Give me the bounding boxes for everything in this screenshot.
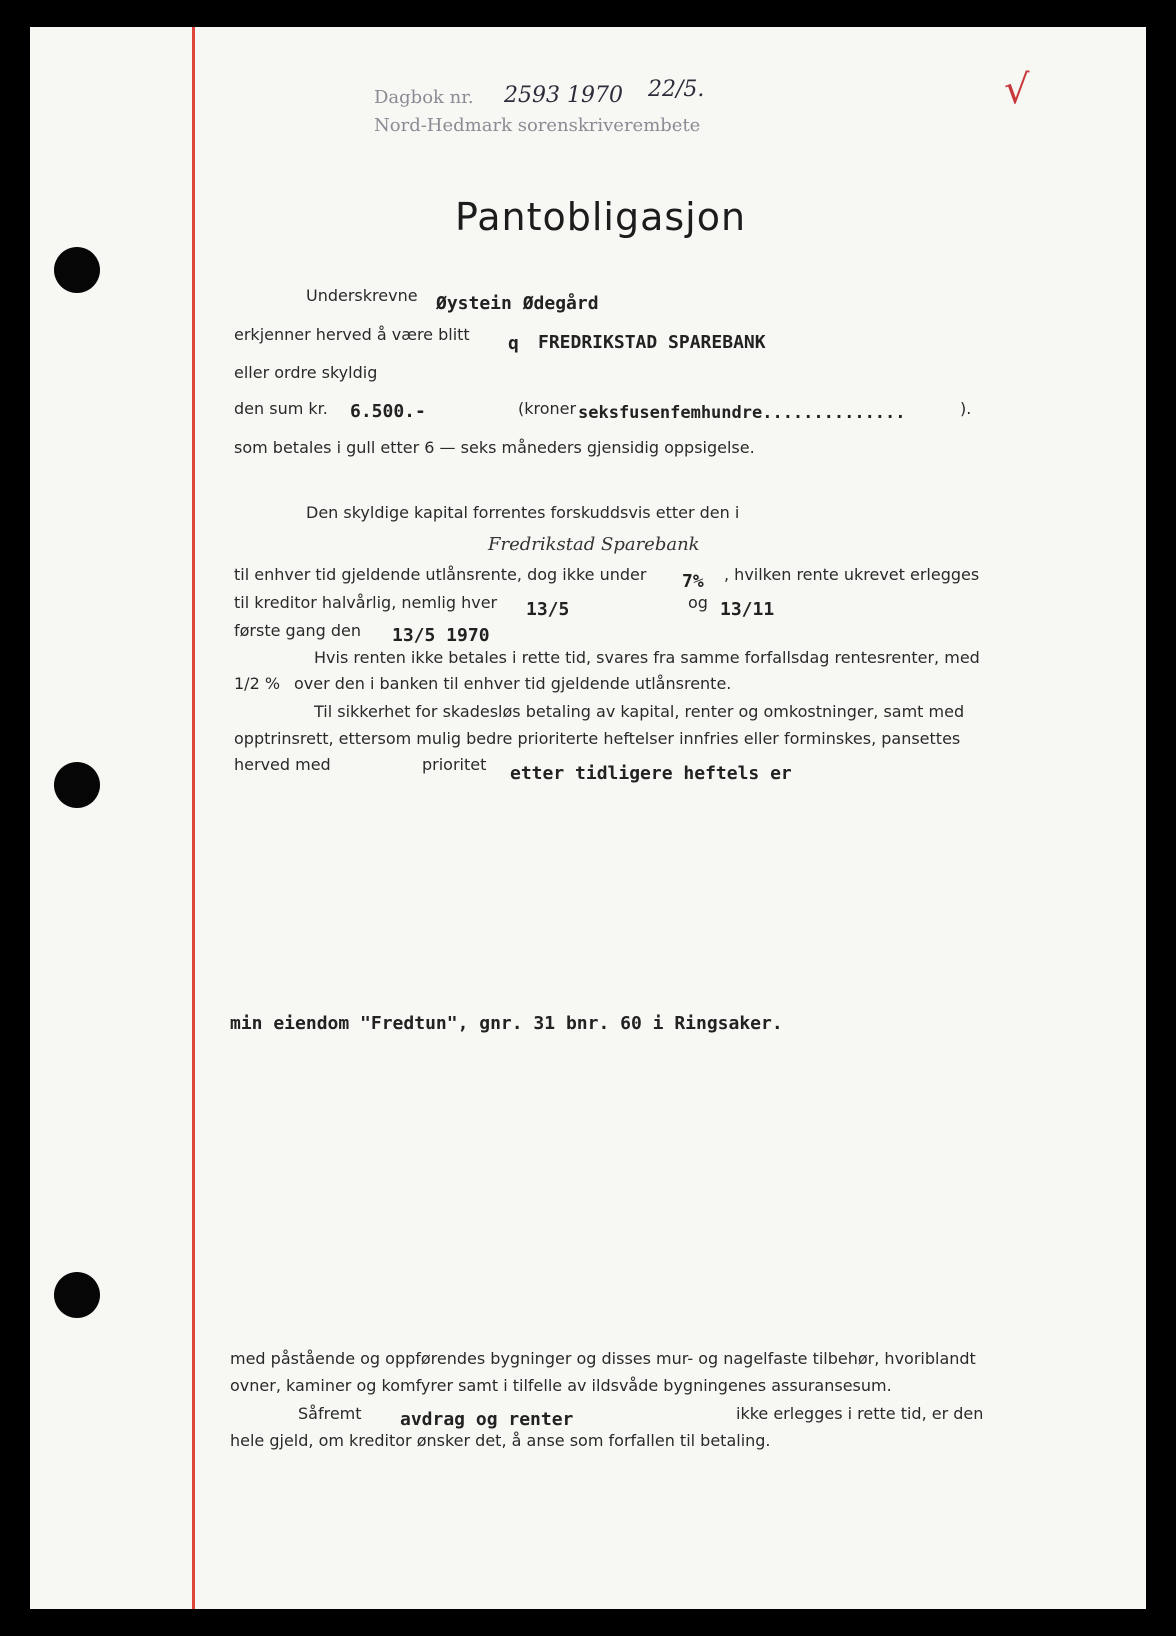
office-name: Nord-Hedmark sorenskriverembete — [374, 115, 701, 136]
sum-amount: 6.500.- — [350, 401, 426, 422]
min-rate: 7% — [682, 571, 704, 592]
kroner-close: ). — [960, 399, 972, 418]
red-margin-line — [192, 27, 195, 1609]
ikke-line: ikke erlegges i rette tid, er den — [736, 1404, 984, 1423]
bank-script: Fredrikstad Sparebank — [488, 534, 700, 555]
document-page — [30, 27, 1146, 1609]
hvis-line: Hvis renten ikke betales i rette tid, svares fra samme forfallsdag rentesrenter, med — [314, 648, 980, 667]
forste-label: første gang den — [234, 621, 362, 640]
over-line: over den i banken til enhver tid gjeldende utlånsrente. — [294, 674, 732, 693]
document-title: Pantobligasjon — [455, 195, 747, 239]
ordre-label: eller ordre skyldig — [234, 363, 378, 382]
saafremt-value: avdrag og renter — [400, 1409, 574, 1430]
prioritet-value: etter tidligere heftels er — [510, 763, 792, 784]
enhver-line: til enhver tid gjeldende utlånsrente, dog ikke under — [234, 565, 647, 584]
kroner-words: seksfusenfemhundre.............. — [578, 403, 906, 423]
sikkerhet-line: Til sikkerhet for skadesløs betaling av kapital, renter og omkostninger, samt med — [314, 702, 965, 721]
check-mark: √ — [1004, 67, 1030, 113]
prioritet-label: prioritet — [422, 755, 487, 774]
ovner-line: ovner, kaminer og komfyrer samt i tilfelle av ildsvåde bygningenes assuransesum. — [230, 1376, 892, 1395]
opptrinsrett-line: opptrinsrett, ettersom mulig bedre prioriterte heftelser innfries eller forminskes, pansettes — [234, 729, 961, 748]
gjeld-line: hele gjeld, om kreditor ønsker det, å anse som forfallen til betaling. — [230, 1431, 771, 1450]
kreditor-line: til kreditor halvårlig, nemlig hver — [234, 593, 498, 612]
interest-date-b: 13/11 — [720, 599, 775, 620]
og-label: og — [688, 593, 708, 612]
herved-label: herved med — [234, 755, 331, 774]
half-percent: 1/2 % — [234, 674, 281, 693]
underskrevne-label: Underskrevne — [306, 286, 418, 305]
interest-date-a: 13/5 — [526, 599, 570, 620]
dagbok-number: 2593 1970 — [504, 83, 623, 108]
hvilken-line: , hvilken rente ukrevet erlegges — [724, 565, 980, 584]
punch-hole-bottom — [54, 1272, 100, 1318]
dagbok-label: Dagbok nr. — [374, 87, 474, 108]
property-line: min eiendom "Fredtun", gnr. 31 bnr. 60 i Ringsaker. — [230, 1013, 783, 1034]
forste-date: 13/5 1970 — [392, 625, 490, 646]
debtor-name: Øystein Ødegård — [436, 293, 599, 314]
kapital-line: Den skyldige kapital forrentes forskuddsvis etter den i — [306, 503, 740, 522]
kroner-open: (kroner — [518, 399, 577, 418]
punch-hole-middle — [54, 762, 100, 808]
paastaaende-line: med påstående og oppførendes bygninger og disses mur- og nagelfaste tilbehør, hvoriblandt — [230, 1349, 976, 1368]
erkjenner-label: erkjenner herved å være blitt — [234, 325, 470, 344]
creditor-prefix: q — [508, 333, 519, 354]
sum-label: den sum kr. — [234, 399, 328, 418]
punch-hole-top — [54, 247, 100, 293]
date-note: 22/5. — [648, 77, 705, 102]
saafremt-label: Såfremt — [298, 1404, 362, 1423]
betales-line: som betales i gull etter 6 — seks måneders gjensidig oppsigelse. — [234, 438, 755, 457]
creditor-name: FREDRIKSTAD SPAREBANK — [538, 332, 766, 353]
